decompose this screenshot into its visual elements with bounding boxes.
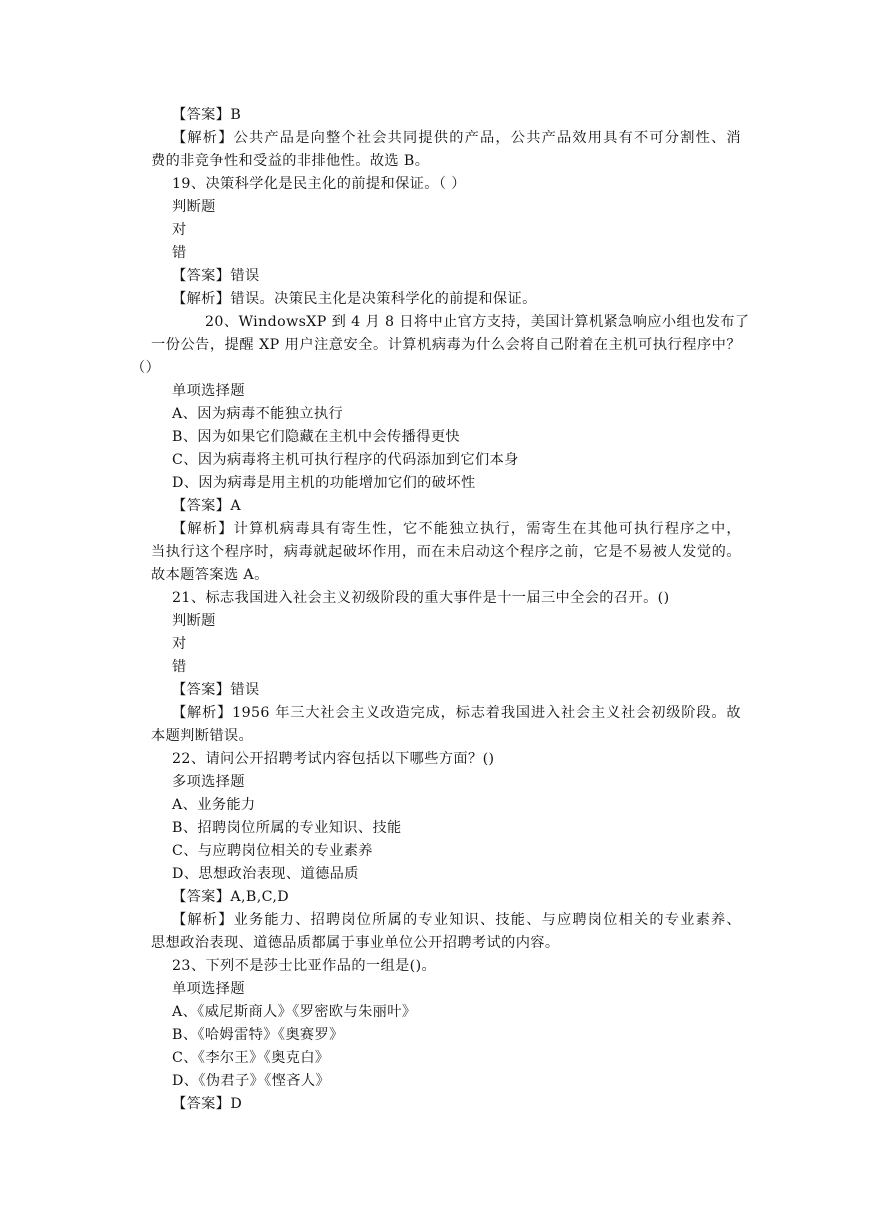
- option-c: C、因为病毒将主机可执行程序的代码添加到它们本身: [172, 452, 519, 468]
- analysis-line: 【解析】业务能力、招聘岗位所属的专业知识、技能、与应聘岗位相关的专业素养、: [172, 912, 741, 928]
- option-d: D、因为病毒是用主机的功能增加它们的破坏性: [172, 475, 476, 491]
- answer-line: 【答案】A,B,C,D: [172, 889, 290, 905]
- option-a: A、因为病毒不能独立执行: [172, 406, 344, 422]
- option-true: 对: [172, 222, 187, 238]
- option-b: B、招聘岗位所属的专业知识、技能: [172, 820, 402, 836]
- question-type: 判断题: [172, 199, 216, 215]
- question-type: 多项选择题: [172, 774, 245, 790]
- question-20-cont: 一份公告，提醒 XP 用户注意安全。计算机病毒为什么会将自己附着在主机可执行程序中？: [151, 337, 741, 353]
- question-22: 22、请问公开招聘考试内容包括以下哪些方面？(): [172, 751, 495, 767]
- option-d: D、思想政治表现、道德品质: [172, 866, 359, 882]
- analysis-line: 故本题答案选 A。: [151, 567, 269, 583]
- analysis-line: 本题判断错误。: [151, 728, 254, 744]
- analysis-line: 费的非竞争性和受益的非排他性。故选 B。: [151, 153, 430, 169]
- option-false: 错: [172, 659, 187, 675]
- answer-line: 【答案】A: [172, 498, 241, 514]
- option-c: C、《李尔王》《奥克白》: [172, 1050, 330, 1066]
- answer-line: 【答案】B: [172, 107, 242, 123]
- option-false: 错: [172, 245, 187, 261]
- question-21: 21、标志我国进入社会主义初级阶段的重大事件是十一届三中全会的召开。(): [172, 590, 670, 606]
- question-19: 19、决策科学化是民主化的前提和保证。（ ）: [172, 176, 466, 192]
- question-type: 判断题: [172, 613, 216, 629]
- analysis-line: 【解析】计算机病毒具有寄生性，它不能独立执行，需寄生在其他可执行程序之中，: [172, 521, 741, 537]
- question-20: 20、WindowsXP 到 4 月 8 日将中止官方支持，美国计算机紧急响应小组也发布了: [205, 314, 750, 330]
- option-b: B、《哈姆雷特》《奥赛罗》: [172, 1027, 344, 1043]
- answer-line: 【答案】错误: [172, 268, 260, 284]
- option-a: A、《威尼斯商人》《罗密欧与朱丽叶》: [172, 1004, 417, 1020]
- question-23: 23、下列不是莎士比亚作品的一组是()。: [172, 958, 437, 974]
- analysis-line: 【解析】错误。决策民主化是决策科学化的前提和保证。: [172, 291, 537, 307]
- option-b: B、因为如果它们隐藏在主机中会传播得更快: [172, 429, 460, 445]
- question-type: 单项选择题: [172, 981, 245, 997]
- question-20-cont: （）: [131, 360, 161, 376]
- analysis-line: 当执行这个程序时，病毒就起破坏作用，而在未启动这个程序之前，它是不易被人发觉的。: [151, 544, 741, 560]
- answer-line: 【答案】D: [172, 1096, 243, 1112]
- option-c: C、与应聘岗位相关的专业素养: [172, 843, 373, 859]
- analysis-line: 【解析】1956 年三大社会主义改造完成，标志着我国进入社会主义社会初级阶段。故: [172, 705, 741, 721]
- answer-line: 【答案】错误: [172, 682, 260, 698]
- option-true: 对: [172, 636, 187, 652]
- question-type: 单项选择题: [172, 383, 245, 399]
- analysis-line: 【解析】公共产品是向整个社会共同提供的产品，公共产品效用具有不可分割性、消: [172, 130, 741, 146]
- analysis-line: 思想政治表现、道德品质都属于事业单位公开招聘考试的内容。: [151, 935, 560, 951]
- option-d: D、《伪君子》《悭吝人》: [172, 1073, 331, 1089]
- option-a: A、业务能力: [172, 797, 256, 813]
